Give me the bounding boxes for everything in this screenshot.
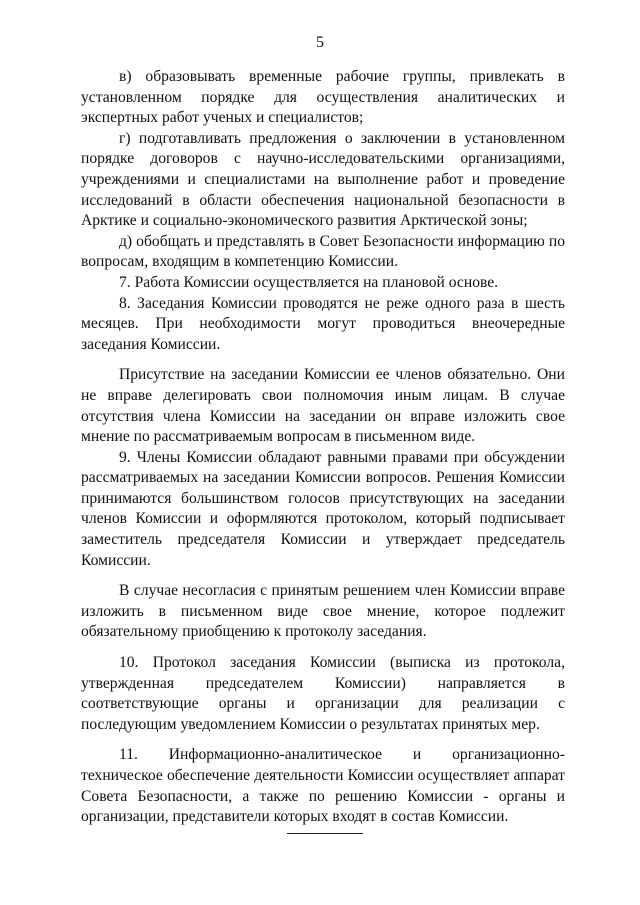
- paragraph-subitem-v: в) образовывать временные рабочие группы, привлекать в установленном порядке для осуществления аналитических и экспертных работ ученых и специалистов;: [81, 68, 565, 127]
- paragraph-disagreement: В случае несогласия с принятым решением член Комиссии вправе изложить в письменном виде свое мнение, которое подлежит обязательному приобщению к протоколу заседания.: [81, 582, 565, 641]
- paragraph-attendance: Присутствие на заседании Комиссии ее членов обязательно. Они не вправе делегировать свои полномочия иным лицам. В случае отсутствия члена Комиссии на заседании он вправе изложить свое мнение по рассматриваемым вопросам в письменном виде.: [81, 366, 565, 446]
- paragraph-item-7: 7. Работа Комиссии осуществляется на плановой основе.: [119, 273, 499, 291]
- paragraph-subitem-d: д) обобщать и представлять в Совет Безопасности информацию по вопросам, входящим в компетенцию Комиссии.: [81, 232, 565, 271]
- end-separator-line: [287, 833, 363, 834]
- paragraph-item-10: 10. Протокол заседания Комиссии (выписка из протокола, утвержденная председателем Комиссии) направляется в соответствующие органы и организации для реализации с последующим уведомлением Комиссии о результатах принятых мер.: [81, 654, 565, 733]
- paragraph-subitem-g: г) подготавливать предложения о заключении в установленном порядке договоров с научно-исследовательскими организациями, учреждениями и специалистами на выполнение работ и проведение исследований в области обеспечения национальной безопасности в Арктике и социально-экономического развития Арктической зоны;: [81, 129, 565, 230]
- paragraph-item-8: 8. Заседания Комиссии проводятся не реже одного раза в шесть месяцев. При необходимости могут проводиться внеочередные заседания Комиссии.: [81, 294, 565, 353]
- paragraph-item-9: 9. Члены Комиссии обладают равными правами при обсуждении рассматриваемых на заседании Комиссии вопросов. Решения Комиссии принимаются большинством голосов присутствующих на заседании членов Комиссии и оформляются протоколом, который подписывает заместитель председателя Комиссии и утверждает председатель Комиссии.: [81, 448, 565, 569]
- document-body: [81, 67, 565, 828]
- page-number: 5: [316, 34, 324, 51]
- paragraph-item-11: 11. Информационно-аналитическое и организационно-техническое обеспечение деятельности Комиссии осуществляет аппарат Совета Безопасности, а также по решению Комиссии - органы и организации, представители которых входят в состав Комиссии.: [81, 746, 565, 826]
